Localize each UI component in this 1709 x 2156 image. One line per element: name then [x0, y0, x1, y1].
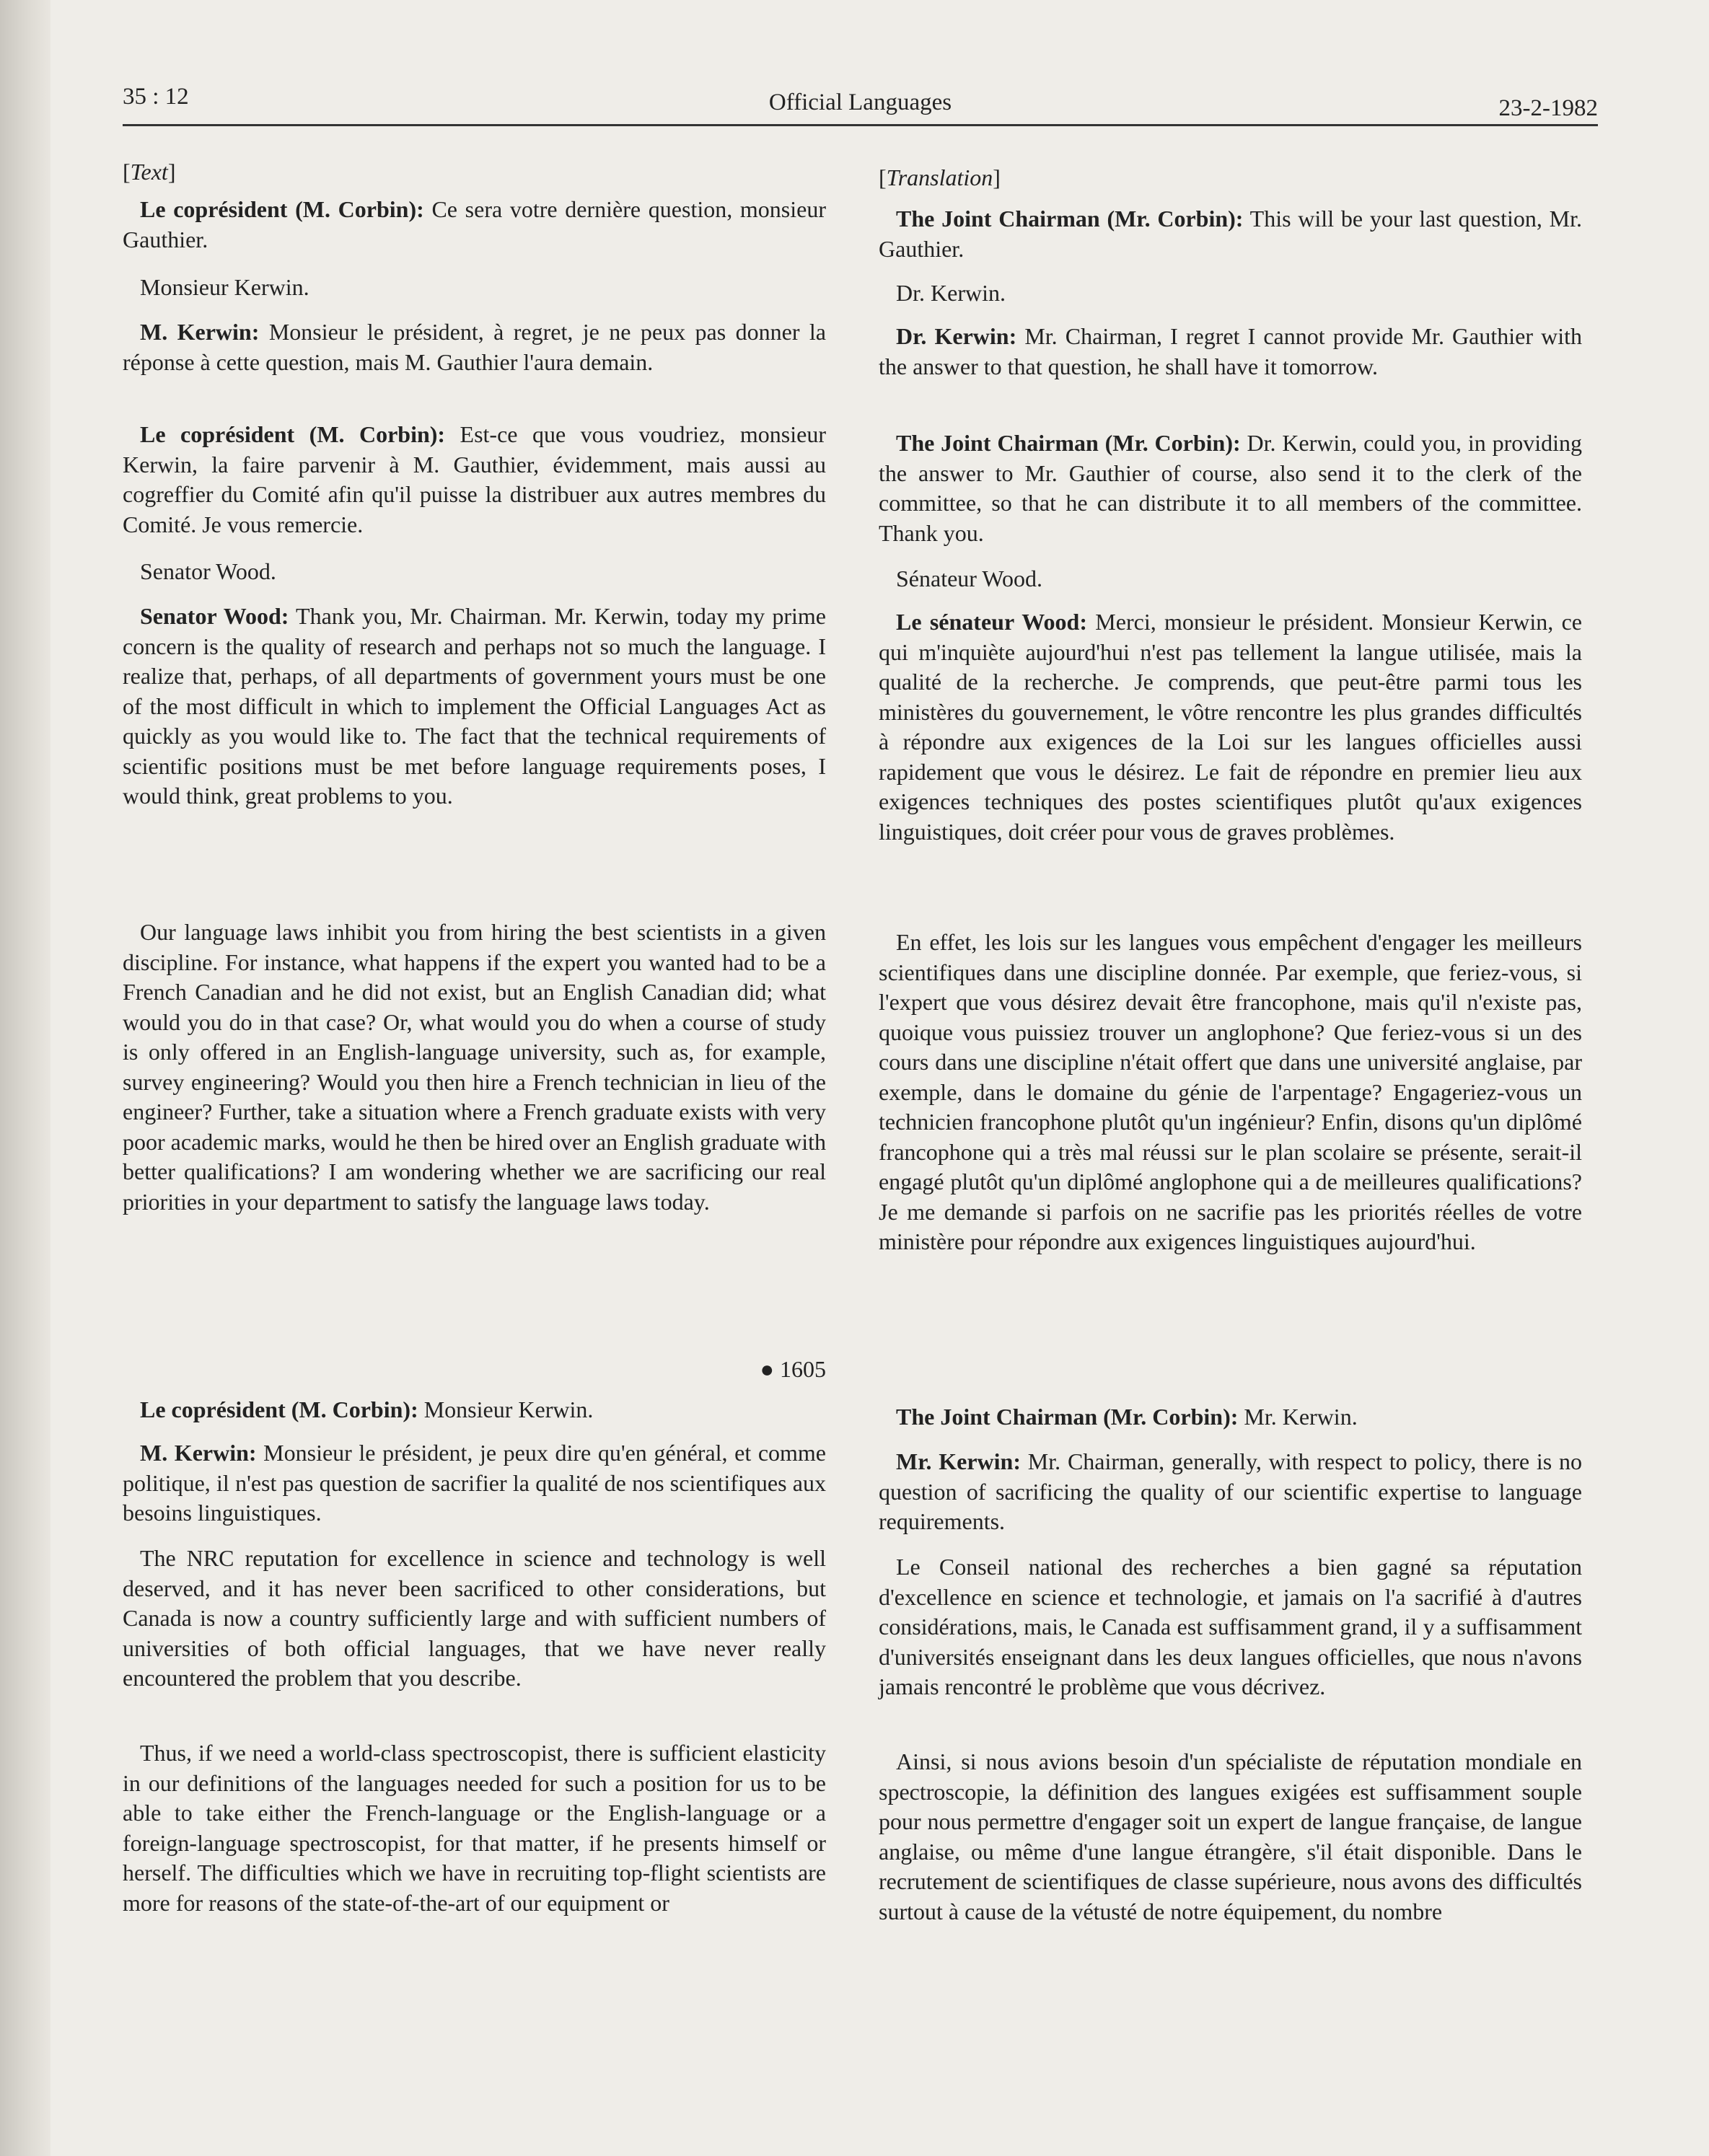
page-number: 35 : 12 — [123, 84, 189, 110]
section-tag-text: [Text] — [123, 159, 176, 185]
speech-text: Sénateur Wood. — [896, 566, 1043, 591]
transcript-block — [123, 1438, 826, 1528]
speech-text: Monsieur Kerwin. — [140, 274, 309, 300]
section-tag-translation: [Translation] — [879, 164, 1001, 190]
speech-text: Dr. Kerwin. — [896, 280, 1006, 306]
transcript-block — [879, 1402, 1582, 1433]
running-title: Official Languages — [768, 89, 952, 115]
speaker-name: The Joint Chairman (Mr. Corbin): — [896, 206, 1244, 232]
speaker-name: Mr. Kerwin: — [896, 1448, 1022, 1474]
transcript-block — [123, 602, 826, 811]
transcript-block — [879, 564, 1582, 594]
transcript-block — [123, 918, 826, 1217]
speech-text: Our language laws inhibit you from hiring the best scientists in a given discipline. For instance, what happens if the expert you wanted had to be a French Canadian and he did not exist, but an English Canadian did; what would you do in that case? Or, what would you do when a course of study is only offered in an English-language university, such as, for example, survey engineering? Would you then hire a French technician in lieu of the engineer? Further, take a situation where a French graduate exists with very poor academic marks, would he then be hired over an English graduate with better qualifications? I am wondering whether we are sacrificing our real priorities in your department to satisfy the language laws today. — [123, 919, 826, 1215]
transcript-block — [123, 420, 826, 540]
transcript-block — [123, 1738, 826, 1918]
speech-text: Ce sera votre dernière question, monsieur Gauthier. — [123, 196, 827, 252]
speech-text: The NRC reputation for excellence in science and technology is well deserved, and it has never been sacrificed to other considerations, but Canada is now a country sufficiently large and with sufficient numbers of universities of both official languages, that we have never really encountered the problem that you describe. — [123, 1545, 826, 1691]
transcript-block — [123, 195, 826, 255]
speaker-name: Le coprésident (M. Corbin): — [140, 421, 446, 447]
transcript-block — [879, 1447, 1582, 1537]
speech-text: Mr. Chairman, I regret I cannot provide Mr. Gauthier with the answer to that question, he shall have it tomorrow. — [879, 323, 1583, 379]
transcript-block — [123, 1395, 826, 1425]
speaker-name: M. Kerwin: — [140, 1440, 257, 1466]
speech-text: Monsieur Kerwin. — [418, 1396, 594, 1422]
speaker-name: Dr. Kerwin: — [896, 323, 1017, 349]
speaker-name: The Joint Chairman (Mr. Corbin): — [896, 1404, 1239, 1430]
transcript-block — [123, 317, 826, 377]
speech-text: En effet, les lois sur les langues vous empêchent d'engager les meilleurs scientifiques dans une discipline donnée. Par exemple, que feriez-vous, si l'expert que vous désirez devait être francophone, mais qu'il n'existe pas, quoique vous puissiez trouver un anglophone? Que feriez-vous si un des cours dans une discipline n'était offert que dans une université anglaise, par exemple, dans le domaine du génie de l'arpentage? Engageriez-vous un technicien francophone plutôt qu'un ingénieur? Enfin, disons qu'un diplômé francophone qui a très mal réussi sur le plan scolaire se présente, serait-il engagé plutôt qu'un diplômé anglophone qui a de meilleures qualifications? Je me demande si parfois on ne sacrifie pas les priorités réelles de votre ministère pour répondre aux exigences linguistiques aujourd'hui. — [879, 929, 1582, 1254]
speech-text: Mr. Chairman, generally, with respect to policy, there is no question of sacrificing the quality of our scientific expertise to language requirements. — [879, 1448, 1583, 1534]
transcript-block — [879, 607, 1582, 847]
binding-shadow — [0, 0, 50, 2156]
speech-text: Dr. Kerwin, could you, in providing the answer to Mr. Gauthier of course, also send it to the clerk of the committee, so that he can distribute it to all members of the committee. Thank you. — [879, 430, 1583, 546]
speech-text: Monsieur le président, à regret, je ne peux pas donner la réponse à cette question, mais M. Gauthier l'aura demain. — [123, 319, 827, 375]
speech-text: Le Conseil national des recherches a bien gagné sa réputation d'excellence en science et technologie, et jamais on l'a sacrifié à d'autres considérations, mais, le Canada est suffisamment grand, il y a suffisamment d'universités enseignant dans les deux langues officielles, que nous n'avons jamais rencontré le problème que vous décrivez. — [879, 1554, 1582, 1699]
speech-text: Senator Wood. — [140, 558, 276, 584]
speaker-name: M. Kerwin: — [140, 319, 260, 345]
speech-text: Mr. Kerwin. — [1238, 1404, 1358, 1430]
transcript-block — [879, 428, 1582, 548]
speech-text: Merci, monsieur le président. Monsieur Kerwin, ce qui m'inquiète aujourd'hui n'est pas tellement la langue utilisée, mais la qualité de la recherche. Je comprends, que peut-être parmi tous les ministères du gouvernement, le vôtre rencontre les plus grandes difficultés à répondre aux exigences de la Loi sur les langues officielles aussi rapidement que vous le désirez. Le fait de répondre en premier lieu aux exigences techniques des postes scientifiques plutôt qu'aux exigences linguistiques, doit créer pour vous de graves problèmes. — [879, 609, 1583, 845]
speaker-name: The Joint Chairman (Mr. Corbin): — [896, 430, 1241, 456]
page-header — [123, 79, 1598, 126]
header-date: 23-2-1982 — [1498, 95, 1598, 121]
transcript-block — [879, 278, 1582, 309]
speaker-name: Le sénateur Wood: — [896, 609, 1087, 635]
transcript-block — [123, 273, 826, 303]
time-marker: ● 1605 — [760, 1356, 826, 1382]
transcript-block — [879, 1552, 1582, 1702]
speech-text: Monsieur le président, je peux dire qu'en général, et comme politique, il n'est pas question de sacrifier la qualité de nos scientifiques aux besoins linguistiques. — [123, 1440, 827, 1526]
speech-text: Ainsi, si nous avions besoin d'un spécialiste de réputation mondiale en spectroscopie, la définition des langues exigées est suffisamment souple pour nous permettre d'engager soit un expert de langue française, de langue anglaise, ou même d'une langue étrangère, s'il était disponible. Dans le recrutement de scientifiques de classe supérieure, nous avons des difficultés surtout à cause de la vétusté de notre équipement, du nombre — [879, 1748, 1582, 1924]
speaker-name: Le coprésident (M. Corbin): — [140, 1396, 418, 1422]
transcript-block — [879, 204, 1582, 264]
transcript-block — [879, 928, 1582, 1257]
transcript-block — [879, 1747, 1582, 1927]
transcript-block — [879, 322, 1582, 382]
speaker-name: Senator Wood: — [140, 603, 289, 629]
transcript-block — [123, 1544, 826, 1694]
speech-text: Thus, if we need a world-class spectroscopist, there is sufficient elasticity in our definitions of the languages needed for such a position for us to be able to take either the French-language or the English-language or a foreign-language spectroscopist, for that matter, if he presents himself or herself. The difficulties which we have in recruiting top-flight scientists are more for reasons of the state-of-the-art of our equipment or — [123, 1740, 826, 1916]
speech-text: Est-ce que vous voudriez, monsieur Kerwin, la faire parvenir à M. Gauthier, évidemment, mais aussi au cogreffier du Comité afin qu'il puisse la distribuer aux autres membres du Comité. Je vous remercie. — [123, 421, 826, 537]
speech-text: Thank you, Mr. Chairman. Mr. Kerwin, today my prime concern is the quality of research and perhaps not so much the language. I realize that, perhaps, of all departments of government yours must be one of the most difficult in which to implement the Official Languages Act as quickly as you would like to. The fact that the technical requirements of scientific positions must be met before language requirements poses, I would think, great problems to you. — [123, 603, 827, 809]
transcript-block — [123, 557, 826, 587]
speaker-name: Le coprésident (M. Corbin): — [140, 196, 424, 222]
speech-text: This will be your last question, Mr. Gauthier. — [879, 206, 1583, 262]
